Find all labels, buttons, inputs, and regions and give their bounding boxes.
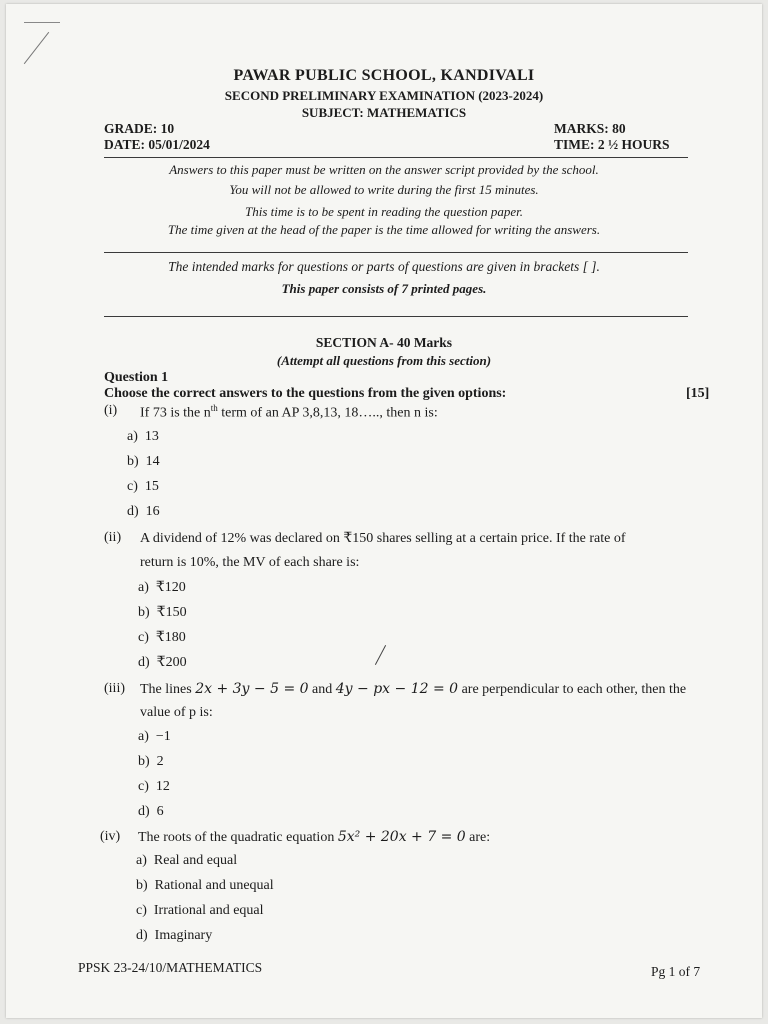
option-key: c) (138, 779, 149, 794)
q1-iv-text-post: are: (465, 830, 491, 845)
footer-page: Pg 1 of 7 (651, 964, 701, 979)
option-text: Real and equal (153, 853, 238, 868)
option-text: ₹200 (156, 655, 187, 670)
q1-iii-number: (iii) (104, 681, 125, 696)
school-name: PAWAR PUBLIC SCHOOL, KANDIVALI (233, 67, 535, 84)
option-text: 13 (144, 429, 159, 444)
grade-label: GRADE: 10 (104, 121, 175, 136)
option-key: a) (127, 429, 138, 444)
option-text: Rational and unequal (154, 878, 274, 893)
date-label: DATE: 05/01/2024 (104, 137, 210, 152)
q1-ii-line1: A dividend of 12% was declared on ₹150 shares selling at a certain price. If the rate of (140, 531, 626, 546)
instruction-2-text: You will not be allowed to write during the first 15 minutes. (229, 182, 539, 197)
option-text: ₹120 (155, 580, 186, 595)
option-key: b) (127, 454, 139, 469)
footer-code: PPSK 23-24/10/MATHEMATICS (78, 960, 263, 975)
q1-ii-option-a (138, 579, 186, 596)
option-text: 14 (145, 454, 160, 469)
q1-i-option-a (127, 429, 159, 445)
option-key: b) (138, 605, 150, 620)
option-text: 6 (156, 804, 164, 819)
q1-iv-eq: 5x² + 20x + 7 = 0 (337, 829, 466, 845)
option-key: d) (136, 928, 148, 943)
option-key: d) (127, 504, 139, 519)
question-label: Question 1 (104, 370, 169, 385)
q1-iv-text-pre: The roots of the quadratic equation (138, 830, 338, 845)
q1-i-text-pre: If 73 is the n (140, 405, 211, 421)
section-title: SECTION A- 40 Marks (315, 335, 453, 350)
q1-iii-text-b: and (308, 682, 336, 697)
option-key: d) (138, 804, 150, 819)
instruction-2 (0, 182, 768, 198)
instruction-4: The time given at the head of the paper is the time allowed for writing the answers. (167, 222, 601, 237)
instructions-divider (104, 252, 688, 253)
option-text: Imaginary (154, 928, 213, 943)
q1-iv-option-b (136, 878, 274, 894)
pages-note: This paper consists of 7 printed pages. (281, 281, 487, 296)
option-key: c) (136, 903, 147, 918)
question-marks: [15] (686, 386, 710, 401)
option-text: ₹180 (155, 630, 186, 645)
q1-ii-option-d (138, 654, 187, 671)
instruction-1: Answers to this paper must be written on the answer script provided by the school. (169, 162, 599, 177)
q1-iii-line1 (140, 681, 686, 698)
q1-iii-text-c: are perpendicular to each other, then the (458, 682, 687, 697)
option-text: Irrational and equal (153, 903, 264, 918)
instruction-3: This time is to be spent in reading the question paper. (245, 204, 523, 219)
q1-iii-option-c (138, 779, 170, 795)
section-subtitle: (Attempt all questions from this section) (276, 353, 492, 368)
marks-label: MARKS: 80 (554, 121, 626, 136)
q1-iv-option-d (136, 928, 212, 944)
q1-i-option-d (127, 504, 160, 520)
q1-iii-eq2: 4y − px − 12 = 0 (335, 681, 459, 697)
option-key: a) (136, 853, 147, 868)
q1-ii-line2: return is 10%, the MV of each share is: (140, 555, 360, 570)
q1-i-option-c (127, 479, 159, 495)
q1-iv-option-a (136, 853, 237, 869)
q1-iii-option-b (138, 754, 164, 770)
notes-divider (104, 316, 688, 317)
q1-iv-option-c (136, 903, 264, 919)
option-text: 2 (156, 754, 164, 769)
option-text: 12 (155, 779, 170, 794)
option-key: c) (127, 479, 138, 494)
q1-iii-line2: value of p is: (140, 705, 213, 720)
q1-i-text (140, 403, 438, 422)
q1-iv-text (138, 829, 490, 846)
option-key: a) (138, 580, 149, 595)
q1-ii-number: (ii) (104, 530, 122, 545)
q1-i-option-b (127, 454, 160, 470)
q1-i-number: (i) (104, 403, 118, 418)
time-label: TIME: 2 ½ HOURS (554, 137, 670, 152)
marks-note: The intended marks for questions or parts of questions are given in brackets [ ]. (168, 259, 600, 274)
q1-iii-eq1: 2x + 3y − 5 = 0 (195, 681, 309, 697)
option-text: −1 (155, 729, 171, 744)
header-divider (104, 157, 688, 158)
q1-ii-option-c (138, 629, 186, 646)
q1-i-sup: th (210, 403, 218, 413)
option-text: 16 (145, 504, 160, 519)
option-key: d) (138, 655, 150, 670)
subject-title: SUBJECT: MATHEMATICS (301, 105, 467, 120)
q1-iii-option-d (138, 804, 164, 820)
q1-iv-number: (iv) (100, 829, 121, 844)
option-key: c) (138, 630, 149, 645)
option-text: 15 (144, 479, 159, 494)
exam-title: SECOND PRELIMINARY EXAMINATION (2023-2024) (224, 88, 544, 103)
option-key: b) (136, 878, 148, 893)
q1-i-text-post: term of an AP 3,8,13, 18….., then n is: (217, 405, 438, 421)
option-text: ₹150 (156, 605, 187, 620)
q1-iii-option-a (138, 729, 171, 745)
option-key: b) (138, 754, 150, 769)
q1-iii-text-a: The lines (140, 682, 196, 697)
q1-ii-option-b (138, 604, 187, 621)
question-instruction: Choose the correct answers to the questions from the given options: (104, 386, 507, 401)
pencil-mark (24, 22, 60, 23)
option-key: a) (138, 729, 149, 744)
